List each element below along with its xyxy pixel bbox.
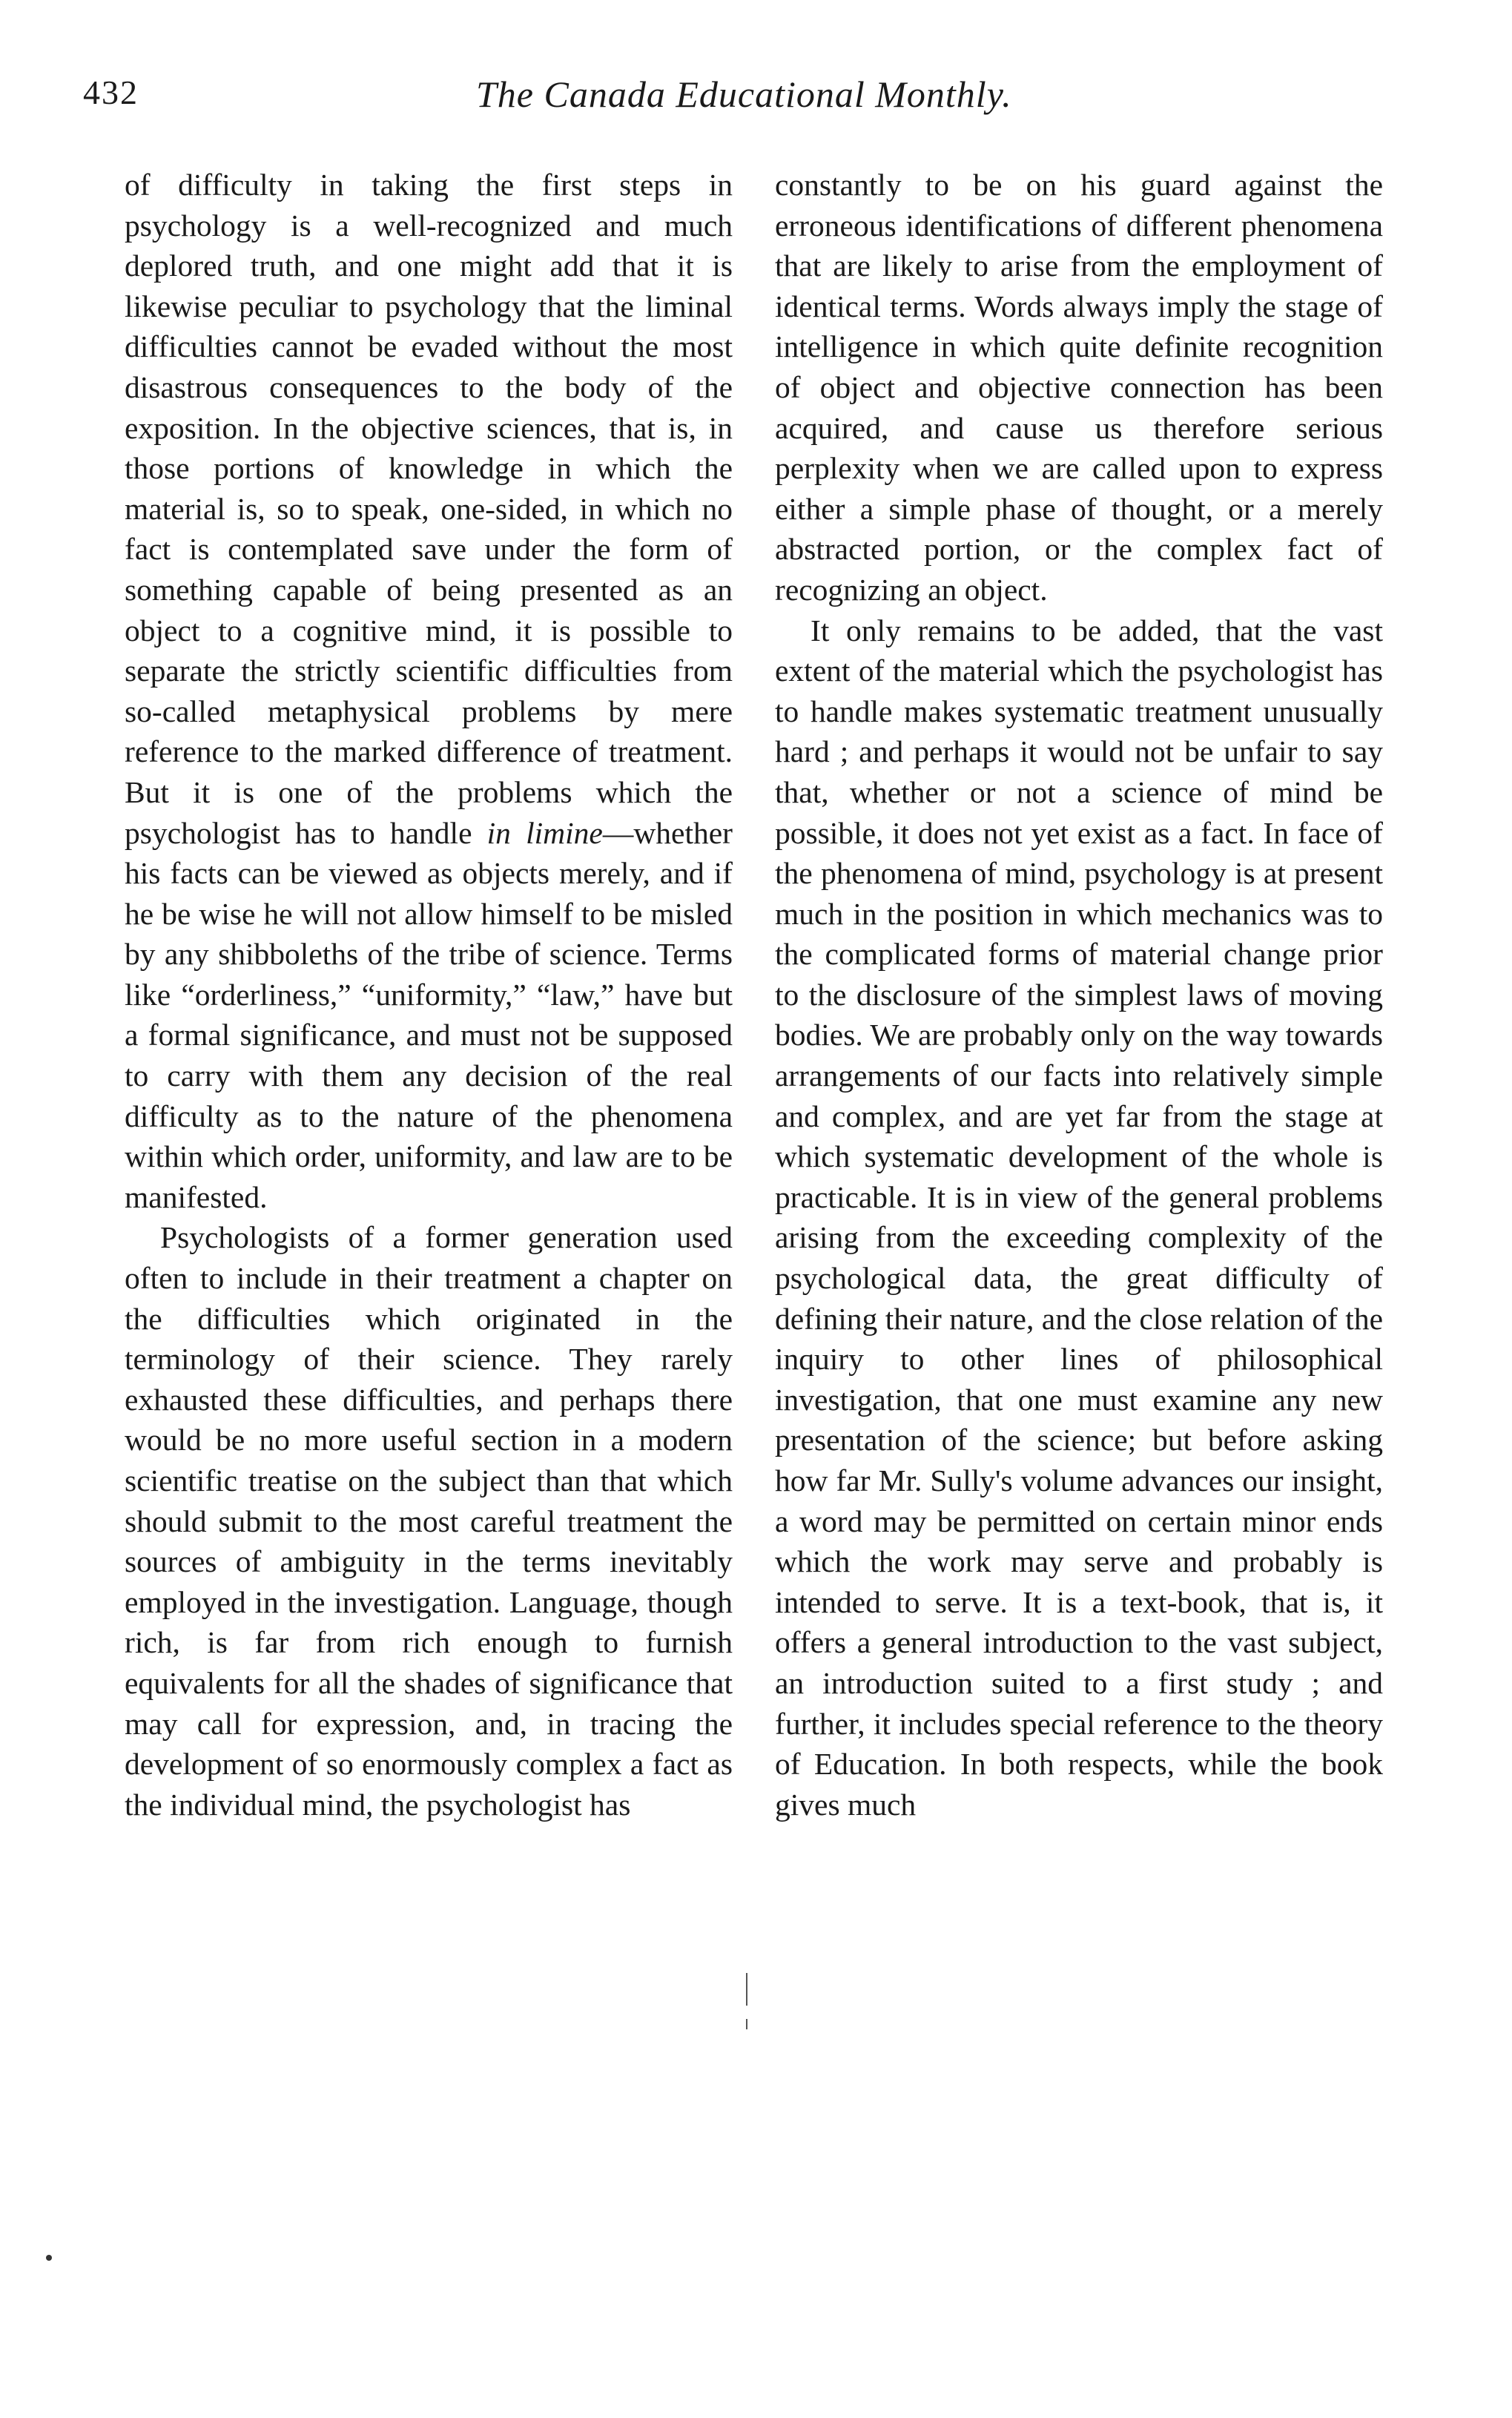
left-column <box>125 165 733 1825</box>
gutter-mark <box>746 1973 747 2006</box>
left-p1-continuation: —whether his facts can be viewed as objects merely, and if he be wise he will not allow himself to be misled by any shibboleths of the tribe of science. Terms like “orderliness,” “uniformity,” “law,” have but a formal significance, and must not be supposed to carry with them any decision of the real difficulty as to the nature of the phenomena within which order, uniformity, and law are to be manifested. <box>125 815 733 1214</box>
page-number: 432 <box>83 73 139 111</box>
right-column <box>775 165 1383 1825</box>
right-paragraph-1: constantly to be on his guard against the erroneous identifications of different phenomena that are likely to arise from the employment of identical terms. Words always imply the stage of intelligence in which quite definite recognition of object and objective connection has been acquired, and cause us therefore serious perplexity when we are called upon to express either a simple phase of thought, or a merely abstracted portion, or the complex fact of recognizing an object. <box>775 168 1383 607</box>
left-p1-italic: in limine <box>486 815 603 850</box>
left-paragraph-2: Psychologists of a former generation used often to include in their treatment a chapter on the difficulties which originated in the terminology of their science. They rarely exhausted these difficulties, and perhaps there would be no more useful section in a modern scientific treatise on the subject than that which should submit to the most careful treatment the sources of ambiguity in the terms inevitably employed in the investigation. Language, though rich, is far from rich enough to furnish equivalents for all the shades of significance that may call for expression, and, in tracing the development of so enormously complex a fact as the individual mind, the psychologist has <box>125 1220 733 1822</box>
left-p1-text: of difficulty in taking the first steps in psychology is a well-recognized and much deplored truth, and one might add that it is likewise peculiar to psychology that the liminal difficulties cannot be evaded without the most disastrous consequences to the body of the exposition. In the objective sciences, that is, in those portions of knowledge in which the material is, so to speak, one-sided, in which no fact is contemplated save under the form of something capable of being presented as an object to a cognitive mind, it is possible to separate the strictly scientific difficulties from so-called metaphysical problems by mere reference to the marked difference of treatment. But it is one of the problems which the psychologist has to handle <box>125 168 733 850</box>
gutter-mark-lower <box>746 2019 747 2029</box>
left-paragraph-1 <box>125 165 733 1217</box>
page-header <box>83 73 1121 132</box>
stray-ink-dot <box>46 2255 52 2261</box>
right-paragraph-2: It only remains to be added, that the vast extent of the material which the psychologist has to handle makes systematic treatment unusually hard ; and perhaps it would not be unfair to say that, whether or not a science of mind be possible, it does not yet exist as a fact. In face of the phenomena of mind, psychology is at present much in the position in which mechanics was to the complicated forms of material change prior to the disclosure of the simplest laws of moving bodies. We are probably only on the way towards arrangements of our facts into relatively simple and complex, and are yet far from the stage at which systematic development of the whole is practicable. It is in view of the general problems arising from the exceeding complexity of the psychological data, the great difficulty of defining their nature, and the close relation of the inquiry to other lines of philosophical investigation, that one must examine any new presentation of the science; but before asking how far Mr. Sully's volume advances our insight, a word may be permitted on certain minor ends which the work may serve and probably is intended to serve. It is a text-book, that is, it offers a general introduction to the vast subject, an introduction suited to a first study ; and further, it includes special reference to the theory of Education. In both respects, while the book gives much <box>775 613 1383 1822</box>
running-title: The Canada Educational Monthly. <box>476 73 1012 115</box>
